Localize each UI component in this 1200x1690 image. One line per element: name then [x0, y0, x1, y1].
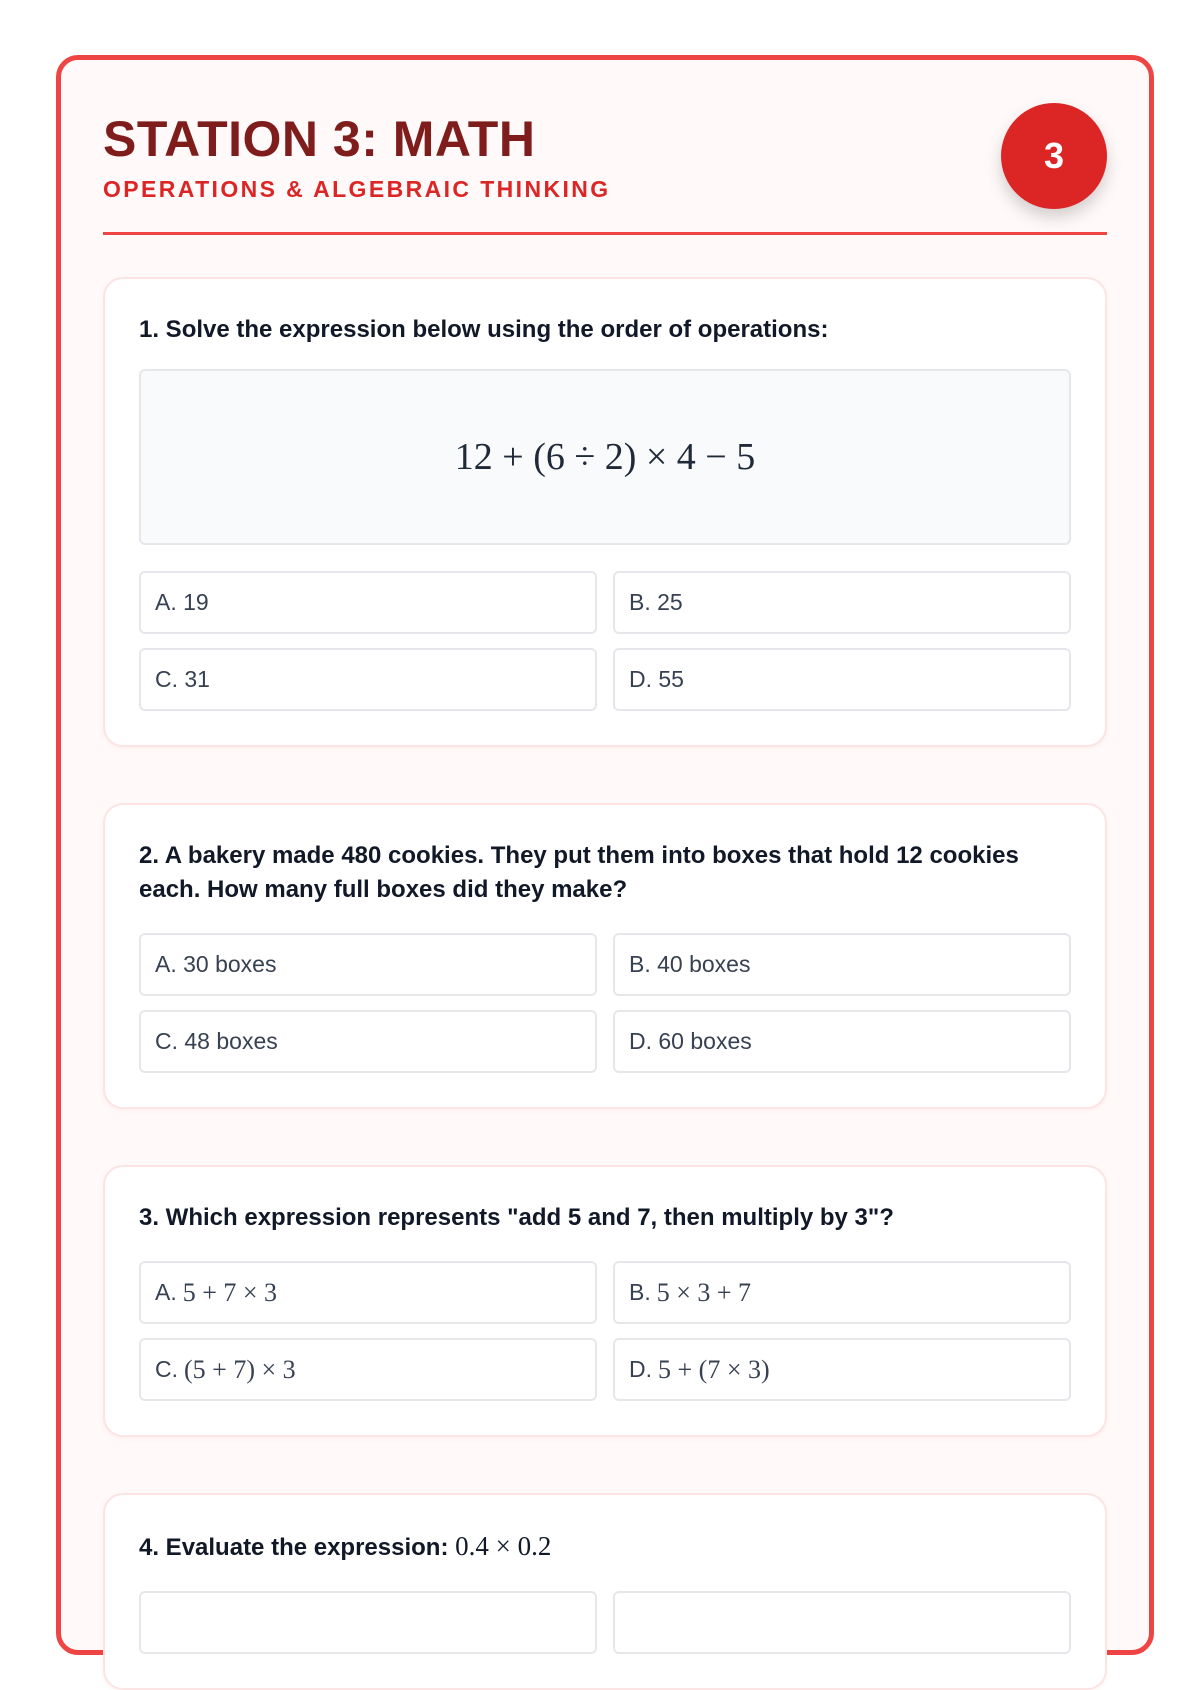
option-expression: 5 × 3 + 7 [656, 1277, 752, 1307]
option-b[interactable] [613, 1591, 1071, 1654]
option-letter: D. [629, 1356, 652, 1382]
answer-options [139, 1591, 1071, 1654]
question-expression: 0.4 × 0.2 [455, 1531, 552, 1561]
option-letter: C. [155, 1356, 178, 1382]
question-text: 1. Solve the expression below using the order of operations: [139, 316, 829, 343]
station-header [103, 110, 1107, 235]
option-d[interactable]: D. 60 boxes [613, 1010, 1071, 1073]
option-expression: 5 + 7 × 3 [182, 1277, 278, 1307]
answer-options [139, 933, 1071, 1073]
question-4 [103, 1493, 1107, 1690]
option-letter: A. [155, 1279, 177, 1305]
question-text [139, 1529, 1071, 1565]
option-a[interactable] [139, 1261, 597, 1324]
option-b[interactable]: B. 25 [613, 571, 1071, 634]
question-2 [103, 803, 1107, 1109]
question-text: 2. A bakery made 480 cookies. They put them into boxes that hold 12 cookies each. How many full boxes did they make? [139, 842, 1019, 903]
station-card [56, 55, 1154, 1655]
option-c[interactable]: C. 48 boxes [139, 1010, 597, 1073]
question-text: 3. Which expression represents "add 5 and 7, then multiply by 3"? [139, 1204, 894, 1231]
option-c[interactable]: C. 31 [139, 648, 597, 711]
option-b[interactable] [613, 1261, 1071, 1324]
answer-options [139, 571, 1071, 711]
answer-options [139, 1261, 1071, 1401]
option-a[interactable]: A. 19 [139, 571, 597, 634]
question-3 [103, 1165, 1107, 1437]
option-a[interactable]: A. 30 boxes [139, 933, 597, 996]
option-letter: B. [629, 1279, 651, 1305]
option-a[interactable] [139, 1591, 597, 1654]
page-subtitle: OPERATIONS & ALGEBRAIC THINKING [103, 176, 611, 202]
expression-box: 12 + (6 ÷ 2) × 4 − 5 [139, 369, 1071, 545]
station-number-badge: 3 [1001, 103, 1107, 209]
option-d[interactable]: D. 55 [613, 648, 1071, 711]
option-d[interactable] [613, 1338, 1071, 1401]
option-c[interactable] [139, 1338, 597, 1401]
page-title: STATION 3: MATH [103, 111, 536, 167]
option-expression: 5 + (7 × 3) [658, 1354, 770, 1384]
question-1 [103, 277, 1107, 747]
question-prompt: 4. Evaluate the expression: [139, 1534, 449, 1561]
option-expression: (5 + 7) × 3 [184, 1354, 296, 1384]
option-b[interactable]: B. 40 boxes [613, 933, 1071, 996]
